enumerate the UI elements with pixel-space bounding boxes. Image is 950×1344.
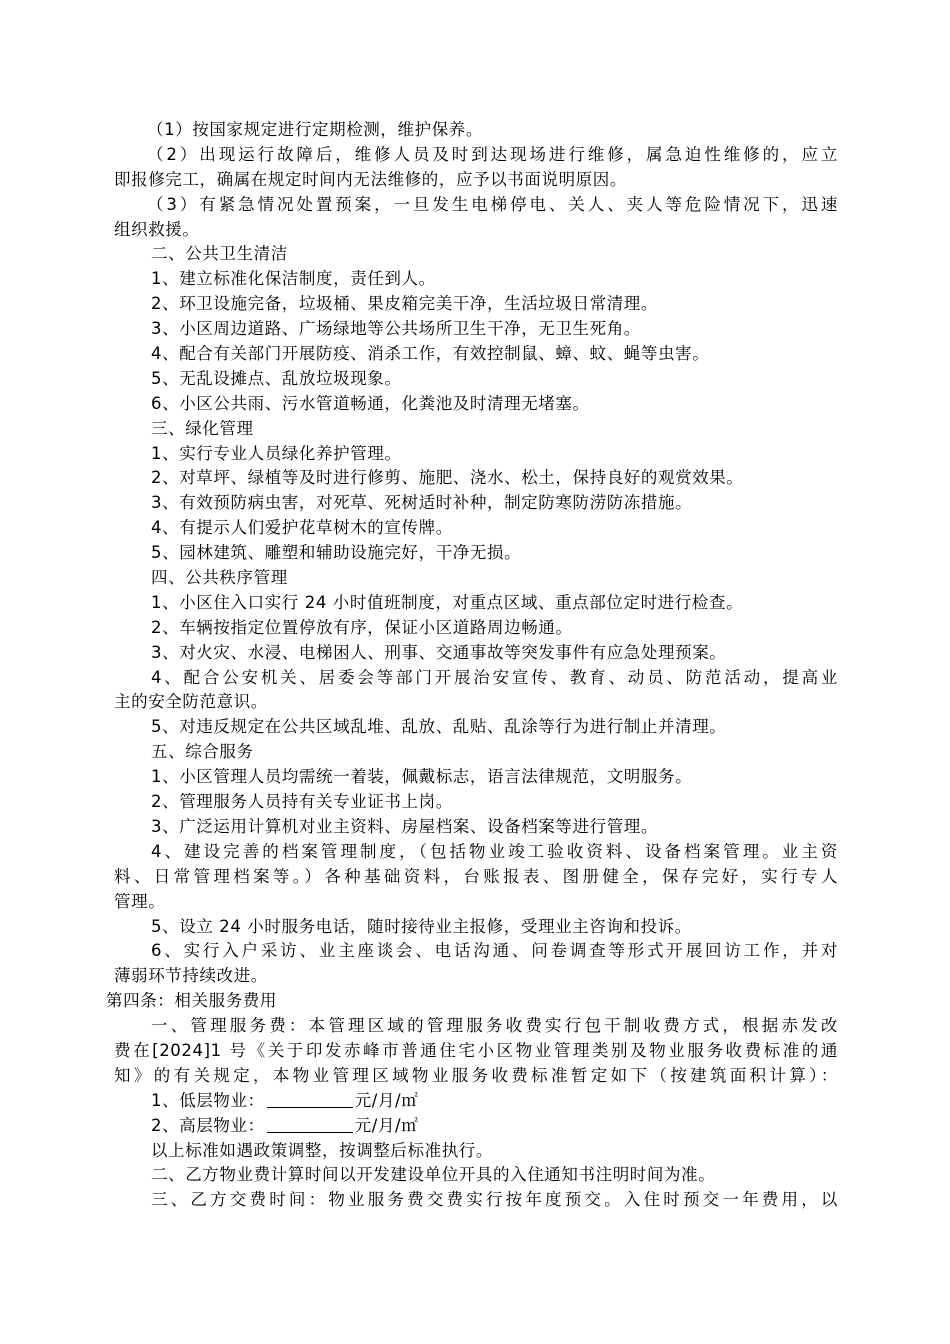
fee-unit: 元/月/㎡ — [354, 1090, 419, 1110]
text-line: 5、设立 24 小时服务电话，随时接待业主报修，受理业主咨询和投诉。 — [151, 916, 692, 936]
text-line: 二、乙方物业费计算时间以开发建设单位开具的入住通知书注明时间为准。 — [151, 1165, 716, 1185]
fee-blank-field[interactable] — [267, 1091, 353, 1108]
text-line: 薄弱环节持续改进。 — [114, 966, 268, 986]
text-line: 5、无乱设摊点、乱放垃圾现象。 — [151, 368, 402, 388]
text-line: 3、有效预防病虫害，对死草、死树适时补种，制定防寒防涝防冻措施。 — [151, 493, 693, 513]
text-line: 1、建立标准化保洁制度，责任到人。 — [151, 269, 436, 289]
text-line: 4、配合公安机关、居委会等部门开展治安宣传、教育、动员、防范活动，提高业 — [151, 667, 838, 687]
section-heading: 三、绿化管理 — [151, 418, 254, 438]
fee-label: 1、低层物业： — [151, 1090, 265, 1110]
text-line: 2、管理服务人员持有关专业证书上岗。 — [151, 792, 453, 812]
text-line: 1、小区管理人员均需统一着装，佩戴标志，语言法律规范，文明服务。 — [151, 767, 693, 787]
text-line: 6、小区公共雨、污水管道畅通，化粪池及时清理无堵塞。 — [151, 393, 590, 413]
text-line: 三、乙方交费时间：物业服务费交费实行按年度预交。入住时预交一年费用，以 — [151, 1190, 838, 1210]
text-line: 即报修完工，确属在规定时间内无法维修的，应予以书面说明原因。 — [114, 169, 627, 189]
text-line: 以上标准如遇政策调整，按调整后标准执行。 — [151, 1140, 493, 1160]
text-line: 3、广泛运用计算机对业主资料、房屋档案、设备档案等进行管理。 — [151, 816, 658, 836]
section-heading: 二、公共卫生清洁 — [151, 244, 288, 264]
text-line: 3、小区周边道路、广场绿地等公共场所卫生干净，无卫生死角。 — [151, 319, 641, 339]
fee-line-low — [114, 1089, 838, 1114]
text-line: （2）出现运行故障后，维修人员及时到达现场进行维修，属急迫性维修的，应立 — [147, 144, 838, 164]
text-line: 知》的有关规定，本物业管理区域物业服务收费标准暂定如下（按建筑面积计算）： — [114, 1065, 838, 1085]
text-line: 2、车辆按指定位置停放有序，保证小区道路周边畅通。 — [151, 617, 573, 637]
fee-label: 2、高层物业： — [151, 1115, 265, 1135]
text-line: 组织救援。 — [114, 219, 200, 239]
text-line: 2、环卫设施完备，垃圾桶、果皮箱完美干净，生活垃圾日常清理。 — [151, 294, 658, 314]
text-line: 2、对草坪、绿植等及时进行修剪、施肥、浇水、松土，保持良好的观赏效果。 — [151, 468, 744, 488]
fee-blank-field[interactable] — [267, 1116, 353, 1133]
fee-line-high — [114, 1114, 838, 1139]
section-heading: 四、公共秩序管理 — [151, 568, 288, 588]
text-line: 5、园林建筑、雕塑和辅助设施完好，干净无损。 — [151, 543, 522, 563]
text-line: 4、配合有关部门开展防疫、消杀工作，有效控制鼠、蟑、蚊、蝇等虫害。 — [151, 344, 710, 364]
section-heading: 五、综合服务 — [151, 742, 254, 762]
text-line: 费在[2024]1 号《关于印发赤峰市普通住宅小区物业管理类别及物业服务收费标准的通 — [114, 1040, 838, 1060]
text-line: 1、小区住入口实行 24 小时值班制度，对重点区域、重点部位定时进行检查。 — [151, 592, 744, 612]
text-line: 1、实行专业人员绿化养护管理。 — [151, 443, 402, 463]
text-line: 料、日常管理档案等。）各种基础资料，台账报表、图册健全，保存完好，实行专人 — [114, 866, 838, 886]
article-heading: 第四条：相关服务费用 — [106, 991, 277, 1011]
fee-unit: 元/月/㎡ — [354, 1115, 419, 1135]
text-line: （3）有紧急情况处置预案，一旦发生电梯停电、关人、夹人等危险情况下，迅速 — [147, 194, 838, 214]
text-line: 3、对火灾、水浸、电梯困人、刑事、交通事故等突发事件有应急处理预案。 — [151, 642, 727, 662]
text-line: 管理。 — [114, 891, 166, 911]
text-line: （1）按国家规定进行定期检测，维护保养。 — [147, 120, 483, 139]
text-line: 5、对违反规定在公共区域乱堆、乱放、乱贴、乱涂等行为进行制止并清理。 — [151, 717, 727, 737]
text-line: 主的安全防范意识。 — [114, 692, 268, 712]
text-line: 4、建设完善的档案管理制度，（包括物业竣工验收资料、设备档案管理。业主资 — [151, 841, 838, 861]
text-line: 4、有提示人们爱护花草树木的宣传牌。 — [151, 518, 453, 538]
text-line: 一、管理服务费：本管理区域的管理服务收费实行包干制收费方式，根据赤发改 — [151, 1016, 838, 1036]
text-line: 6、实行入户采访、业主座谈会、电话沟通、问卷调查等形式开展回访工作，并对 — [151, 941, 838, 961]
